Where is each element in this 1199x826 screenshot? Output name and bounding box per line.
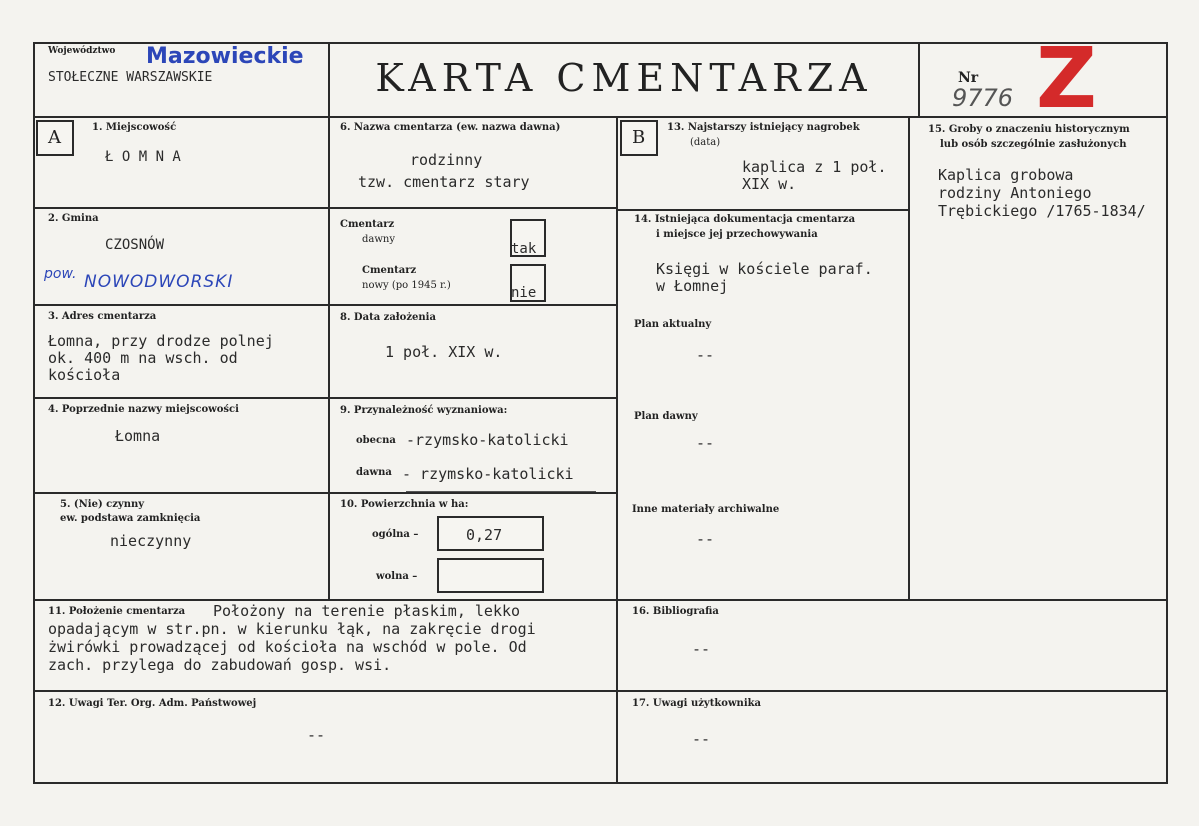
plan-dawny-value: -- <box>696 434 715 452</box>
f6-label: 6. Nazwa cmentarza (ew. nazwa dawna) <box>340 122 561 133</box>
page-title: KARTA CMENTARZA <box>375 56 873 100</box>
f9-obecna-label: obecna <box>356 435 396 446</box>
f7-nowy-label-2: nowy (po 1945 r.) <box>362 280 451 291</box>
nr-value: 9776 <box>952 84 1014 112</box>
f10-label: 10. Powierzchnia w ha: <box>340 499 469 510</box>
f3-line-3: kościoła <box>48 366 121 384</box>
header-divider <box>33 116 1168 118</box>
f7-dawny-value: tak <box>511 241 537 257</box>
f5-value: nieczynny <box>110 532 192 550</box>
column-divider-3 <box>908 116 910 601</box>
section-a-letter: A <box>48 127 61 148</box>
f9-label: 9. Przynależność wyznaniowa: <box>340 405 508 416</box>
f9-dawna-label: dawna <box>356 467 392 478</box>
f14-line-1: Księgi w kościele paraf. <box>656 260 873 278</box>
inne-value: -- <box>696 530 715 548</box>
inne-label: Inne materiały archiwalne <box>632 504 780 515</box>
f13-line-1: kaplica z 1 poł. <box>742 158 887 176</box>
f6-line-2: tzw. cmentarz stary <box>358 173 530 191</box>
pow-prefix: pow. <box>44 266 77 282</box>
f15-line-1: Kaplica grobowa <box>938 166 1074 184</box>
f2-label: 2. Gmina <box>48 213 99 224</box>
f1-label: 1. Miejscowość <box>92 122 177 133</box>
f13-label-1: 13. Najstarszy istniejący nagrobek <box>667 122 860 133</box>
f16-value: -- <box>692 640 711 658</box>
f12-label: 12. Uwagi Ter. Org. Adm. Państwowej <box>48 698 257 709</box>
f5-label-1: 5. (Nie) czynny <box>60 499 145 510</box>
f16-label: 16. Bibliografia <box>632 606 719 617</box>
row-divider-2 <box>33 304 616 306</box>
f11-line-2: opadającym w str.pn. w kierunku łąk, na zakręcie drogi <box>48 620 536 638</box>
f9-dawna-value: - rzymsko-katolicki <box>402 465 574 483</box>
wojewodztwo-label: Województwo <box>48 46 116 56</box>
f4-label: 4. Poprzednie nazwy miejscowości <box>48 404 239 415</box>
f10-ogolna-label: ogólna – <box>372 529 419 540</box>
f7-nowy-value: nie <box>511 285 537 301</box>
f15-label-2: lub osób szczególnie zasłużonych <box>940 139 1127 150</box>
column-divider-1 <box>328 42 330 601</box>
f11-line-3: żwirówki prowadzącej od kościoła na wschód w pole. Od <box>48 638 527 656</box>
f12-value: -- <box>307 726 326 744</box>
column-divider-2 <box>616 116 618 784</box>
f10-wolna-label: wolna – <box>376 571 418 582</box>
f11-label: 11. Położenie cmentarza <box>48 606 186 617</box>
row-divider-6 <box>33 690 1168 692</box>
f13-line-2: XIX w. <box>742 175 797 193</box>
f3-label: 3. Adres cmentarza <box>48 311 157 322</box>
f11-line-1: Położony na terenie płaskim, lekko <box>213 602 521 620</box>
f2-value: CZOSNÓW <box>105 237 165 253</box>
f3-line-2: ok. 400 m na wsch. od <box>48 349 238 367</box>
f15-line-2: rodziny Antoniego <box>938 184 1092 202</box>
f7-dawny-label-1: Cmentarz <box>340 219 395 230</box>
f1-value: Ł O M N A <box>105 149 181 165</box>
f10-ogolna-value: 0,27 <box>466 526 503 544</box>
f9-underline <box>406 491 596 492</box>
row-divider-b <box>616 209 908 211</box>
f8-label: 8. Data założenia <box>340 312 436 323</box>
pow-value: NOWODWORSKI <box>84 272 234 292</box>
row-divider-5 <box>33 599 1168 601</box>
plan-aktualny-value: -- <box>696 346 715 364</box>
f3-line-1: Łomna, przy drodze polnej <box>48 332 274 350</box>
f17-label: 17. Uwagi użytkownika <box>632 698 762 709</box>
f9-obecna-value: -rzymsko-katolicki <box>406 431 569 449</box>
f14-line-2: w Łomnej <box>656 277 729 295</box>
f15-label-1: 15. Groby o znaczeniu historycznym <box>928 124 1130 135</box>
f11-line-4: zach. przylega do zabudowań gosp. wsi. <box>48 656 392 674</box>
f7-dawny-label-2: dawny <box>362 234 396 245</box>
f5-label-2: ew. podstawa zamknięcia <box>60 513 201 524</box>
f14-label-1: 14. Istniejąca dokumentacja cmentarza <box>634 214 856 225</box>
wojewodztwo-value: STOŁECZNE WARSZAWSKIE <box>48 70 213 85</box>
nr-label: Nr <box>958 70 979 86</box>
f4-value: Łomna <box>115 427 161 445</box>
f10-wolna-box <box>437 558 544 593</box>
f15-line-3: Trębickiego /1765-1834/ <box>938 202 1146 220</box>
nr-mark: Z <box>1036 29 1097 127</box>
header-divider-nr <box>918 42 920 116</box>
f7-nowy-label-1: Cmentarz <box>362 265 417 276</box>
row-divider-4 <box>33 492 616 494</box>
section-b-letter: B <box>632 127 646 148</box>
wojewodztwo-handwritten: Mazowieckie <box>146 44 304 69</box>
f17-value: -- <box>692 730 711 748</box>
f8-value: 1 poł. XIX w. <box>385 343 503 361</box>
row-divider-1 <box>33 207 616 209</box>
plan-aktualny-label: Plan aktualny <box>634 319 712 330</box>
f14-label-2: i miejsce jej przechowywania <box>656 229 818 240</box>
plan-dawny-label: Plan dawny <box>634 411 698 422</box>
f13-label-2: (data) <box>690 137 721 148</box>
row-divider-3 <box>33 397 616 399</box>
f6-line-1: rodzinny <box>410 151 483 169</box>
